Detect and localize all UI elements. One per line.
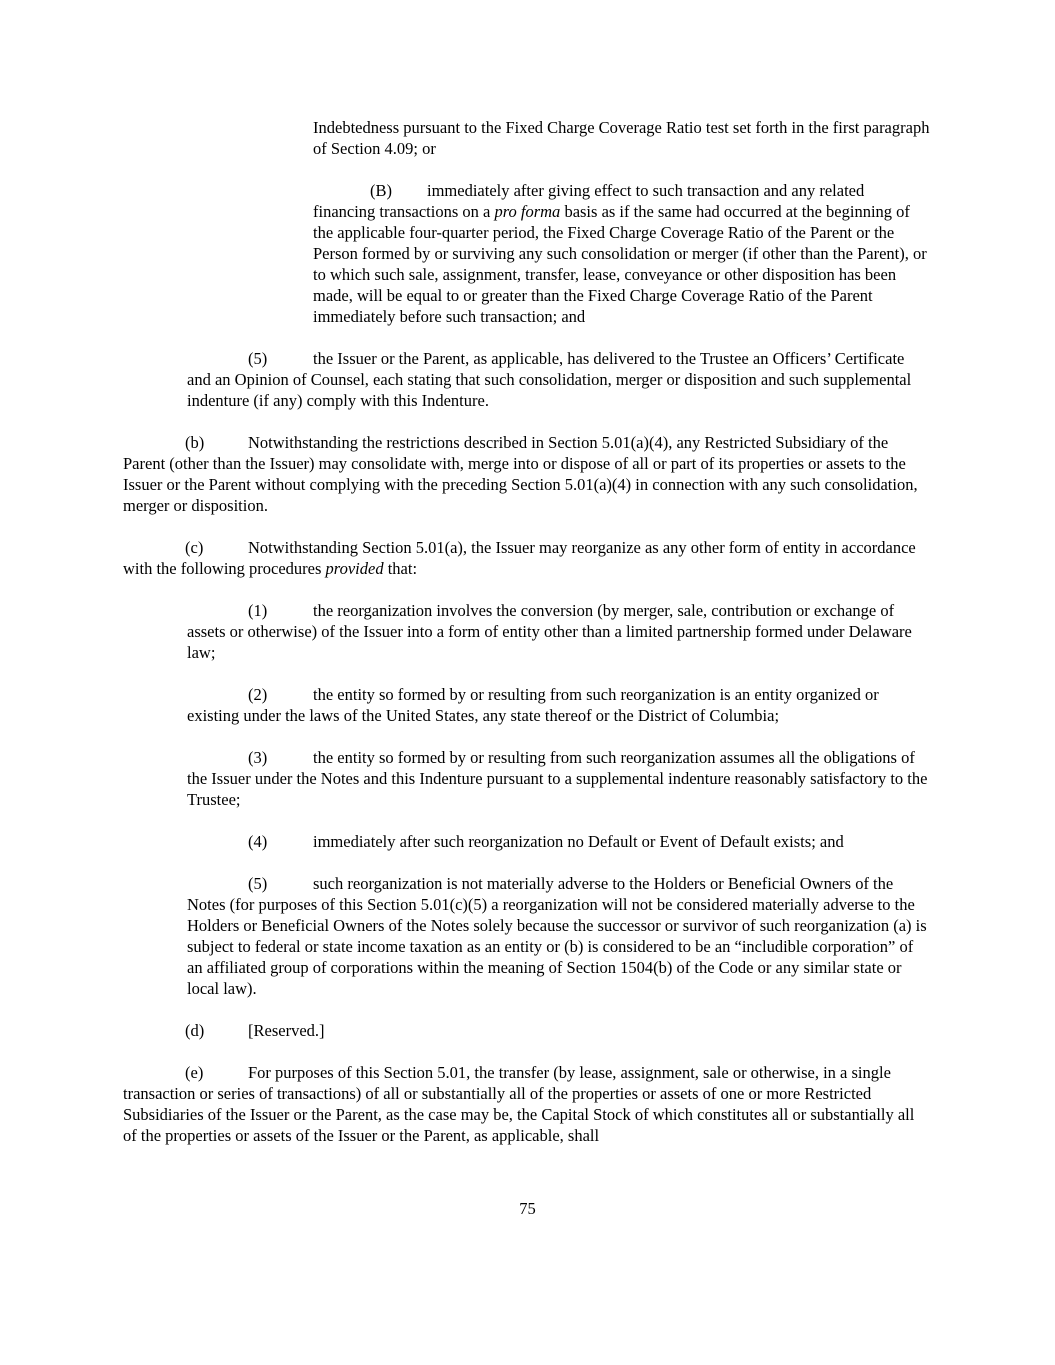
italic-text-run: provided xyxy=(325,559,384,578)
paragraph-continuation-0 xyxy=(313,117,930,159)
paragraph-label: (5) xyxy=(248,874,268,893)
paragraph-label: (b) xyxy=(185,433,205,452)
text-run: Indebtedness pursuant to the Fixed Charge Coverage Ratio test set forth in the first paragraph of Section 4.09; or xyxy=(313,118,930,158)
paragraph-3-7 xyxy=(187,747,930,810)
text-run: the Issuer or the Parent, as applicable, has delivered to the Trustee an Officers’ Certificate and an Opinion of Counsel, each stating that such consolidation, merger or disposition and such supplemental indenture (if any) comply with this Indenture. xyxy=(187,349,912,410)
paragraph-B-1 xyxy=(313,180,930,327)
document-body xyxy=(123,117,930,1146)
paragraph-1-5 xyxy=(187,600,930,663)
italic-text-run: pro forma xyxy=(494,202,561,221)
text-run: such reorganization is not materially adverse to the Holders or Beneficial Owners of the Notes (for purposes of this Section 5.01(c)(5) a reorganization will not be considered materially adverse to the Holders or Beneficial Owners of the Notes solely because the successor or survivor of such reorganization (a) is subject to federal or state income taxation as an entity or (b) is considered to be an “includible corporation” of an affiliated group of corporations within the meaning of Section 1504(b) of the Code or any similar state or local law). xyxy=(187,874,927,998)
paragraph-5-2 xyxy=(187,348,930,411)
text-run: [Reserved.] xyxy=(248,1021,325,1040)
paragraph-4-8 xyxy=(187,831,930,852)
text-run: immediately after such reorganization no Default or Event of Default exists; and xyxy=(313,832,844,851)
paragraph-e-11 xyxy=(123,1062,930,1146)
text-run: basis as if the same had occurred at the beginning of the applicable four-quarter period, the Fixed Charge Coverage Ratio of the Parent or the Person formed by or surviving any such consolidation or merger (if other than the Parent), or to which such sale, assignment, transfer, lease, conveyance or other disposition has been made, will be equal to or greater than the Fixed Charge Coverage Ratio of the Parent immediately before such transaction; and xyxy=(313,202,927,326)
text-run: that: xyxy=(383,559,418,578)
paragraph-label: (3) xyxy=(248,748,268,767)
page-number: 75 xyxy=(519,1199,536,1218)
paragraph-label: (B) xyxy=(370,181,392,200)
paragraph-c-4 xyxy=(123,537,930,579)
text-run: the reorganization involves the conversion (by merger, sale, contribution or exchange of assets or otherwise) of the Issuer into a form of entity other than a limited partnership formed under Delaware law; xyxy=(187,601,912,662)
paragraph-5-9 xyxy=(187,873,930,999)
text-run: immediately after giving effect to such transaction and any related financing transactions on a xyxy=(313,181,865,221)
text-run: the entity so formed by or resulting from such reorganization assumes all the obligations of the Issuer under the Notes and this Indenture pursuant to a supplemental indenture reasonably satisfactory to the Trustee; xyxy=(187,748,928,809)
text-run: Notwithstanding Section 5.01(a), the Issuer may reorganize as any other form of entity in accordance with the following procedures xyxy=(123,538,916,578)
paragraph-label: (d) xyxy=(185,1021,205,1040)
paragraph-label: (4) xyxy=(248,832,268,851)
text-run: Notwithstanding the restrictions described in Section 5.01(a)(4), any Restricted Subsidiary of the Parent (other than the Issuer) may consolidate with, merge into or dispose of all or part of its properties or assets to the Issuer or the Parent without complying with the preceding Section 5.01(a)(4) in connection with any such consolidation, merger or disposition. xyxy=(123,433,918,515)
paragraph-label: (5) xyxy=(248,349,268,368)
paragraph-label: (1) xyxy=(248,601,268,620)
paragraph-label: (2) xyxy=(248,685,268,704)
paragraph-d-10 xyxy=(123,1020,930,1041)
paragraph-b-3 xyxy=(123,432,930,516)
text-run: the entity so formed by or resulting from such reorganization is an entity organized or existing under the laws of the United States, any state thereof or the District of Columbia; xyxy=(187,685,879,725)
text-run: For purposes of this Section 5.01, the transfer (by lease, assignment, sale or otherwise, in a single transaction or series of transactions) of all or substantially all of the properties or assets of one or more Restricted Subsidiaries of the Issuer or the Parent, as the case may be, the Capital Stock of which constitutes all or substantially all of the properties or assets of the Issuer or the Parent, as applicable, shall xyxy=(123,1063,915,1145)
paragraph-label: (c) xyxy=(185,538,204,557)
paragraph-label: (e) xyxy=(185,1063,204,1082)
paragraph-2-6 xyxy=(187,684,930,726)
